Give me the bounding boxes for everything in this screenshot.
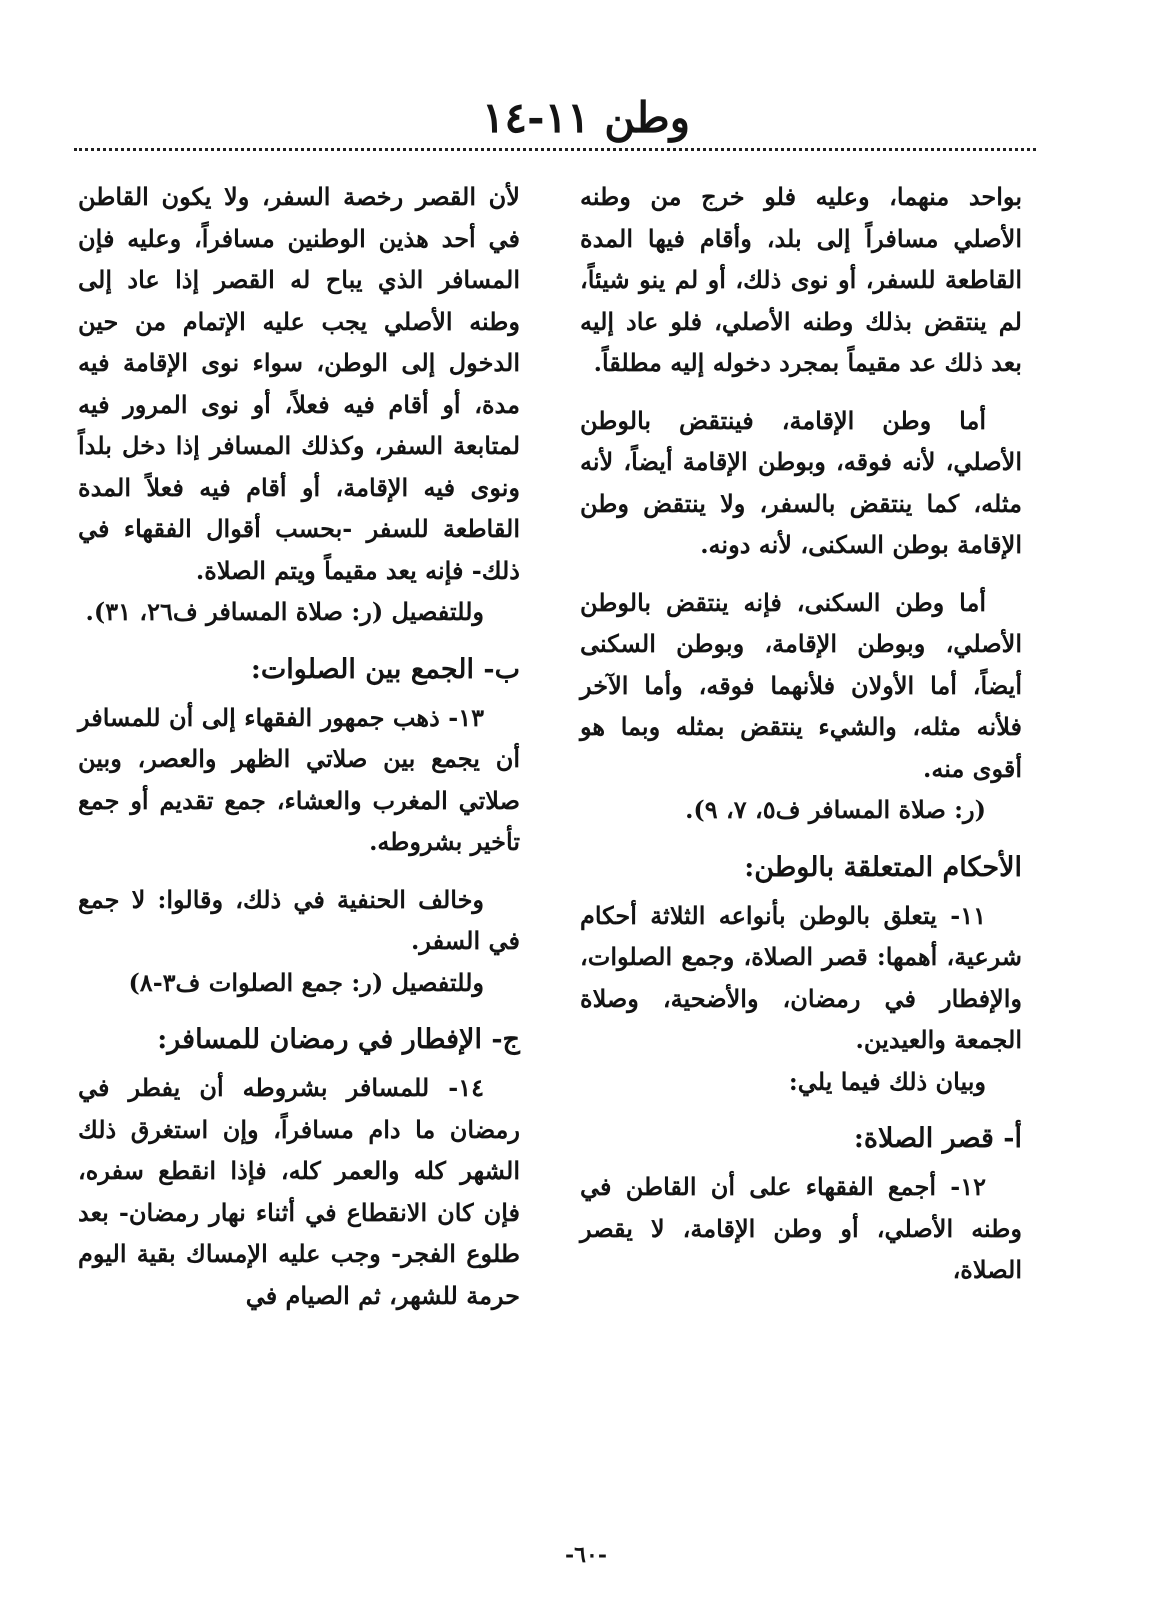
left-column xyxy=(78,176,520,1316)
reference-note: وللتفصيل (ر: صلاة المسافر ف٢٦، ٣١). xyxy=(85,597,484,626)
paragraph: بواحد منهما، وعليه فلو خرج من وطنه الأصلي مسافراً إلى بلد، وأقام فيها المدة القاطعة للسفر، أو نوى ذلك، أو لم ينو شيئاً، لم ينتقض بذلك وطنه الأصلي، فلو عاد إليه بعد ذلك عد مقيماً بمجرد دخوله إليه مطلقاً. xyxy=(580,182,1022,377)
reference-note: وللتفصيل (ر: جمع الصلوات ف٣-٨) xyxy=(128,967,484,997)
section-heading: ج- الإفطار في رمضان للمسافر: xyxy=(157,1024,520,1055)
paragraph: ١١- يتعلق بالوطن بأنواعه الثلاثة أحكام شرعية، أهمها: قصر الصلاة، وجمع الصلوات، والإفطار في رمضان، والأضحية، وصلاة الجمعة والعيدين. xyxy=(580,900,1022,1054)
paragraph: ١٣- ذهب جمهور الفقهاء إلى أن للمسافر أن يجمع بين صلاتي الظهر والعصر، وبين صلاتي المغرب والعشاء، جمع تقديم أو جمع تأخير بشروطه. xyxy=(78,702,520,856)
right-column xyxy=(580,176,1022,1291)
paragraph: أما وطن الإقامة، فينتقض بالوطن الأصلي، لأنه فوقه، وبوطن الإقامة أيضاً، لأنه مثله، كما ينتقض بالسفر، ولا ينتقض وطن الإقامة بوطن السكنى، لأنه دونه. xyxy=(580,405,1022,559)
paragraph: ١٤- للمسافر بشروطه أن يفطر في رمضان ما دام مسافراً، وإن استغرق ذلك الشهر كله والعمر كله، فإذا انقطع سفره، فإن كان الانقطاع في أثناء نهار رمضان- بعد طلوع الفجر- وجب عليه الإمساك بقية اليوم حرمة للشهر، ثم الصيام في xyxy=(78,1073,520,1310)
paragraph: وخالف الحنفية في ذلك، وقالوا: لا جمع في السفر. xyxy=(78,884,520,955)
section-heading: ب- الجمع بين الصلوات: xyxy=(250,653,520,685)
paragraph: لأن القصر رخصة السفر، ولا يكون القاطن في أحد هذين الوطنين مسافراً، وعليه فإن المسافر الذي يباح له القصر إذا عاد إلى وطنه الأصلي يجب عليه الإتمام من حين الدخول إلى الوطن، سواء نوى الإقامة فيه مدة، أو أقام فيه فعلاً، أو نوى المرور فيه لمتابعة السفر، وكذلك المسافر إذا دخل بلداً ونوى فيه الإقامة، أو أقام فيه فعلاً المدة القاطعة للسفر -بحسب أقوال الفقهاء في ذلك- فإنه يعد مقيماً ويتم الصلاة. xyxy=(78,182,520,585)
dotted-header-rule xyxy=(74,148,1036,151)
reference-note: (ر: صلاة المسافر ف٥، ٧، ٩). xyxy=(685,795,986,824)
paragraph: ١٢- أجمع الفقهاء على أن القاطن في وطنه الأصلي، أو وطن الإقامة، لا يقصر الصلاة، xyxy=(580,1172,1022,1284)
section-heading: أ- قصر الصلاة: xyxy=(853,1123,1022,1154)
page-title: وطن ١١-١٤ xyxy=(482,93,690,142)
paragraph: وبيان ذلك فيما يلي: xyxy=(788,1066,986,1096)
page-number: -٦٠- xyxy=(565,1542,607,1568)
section-heading: الأحكام المتعلقة بالوطن: xyxy=(744,851,1022,883)
paragraph: أما وطن السكنى، فإنه ينتقض بالوطن الأصلي، وبوطن الإقامة، وبوطن السكنى أيضاً، أما الأولان فلأنهما فوقه، وأما الآخر فلأنه مثله، والشيء ينتقض بمثله وبما هو أقوى منه. xyxy=(580,587,1022,783)
